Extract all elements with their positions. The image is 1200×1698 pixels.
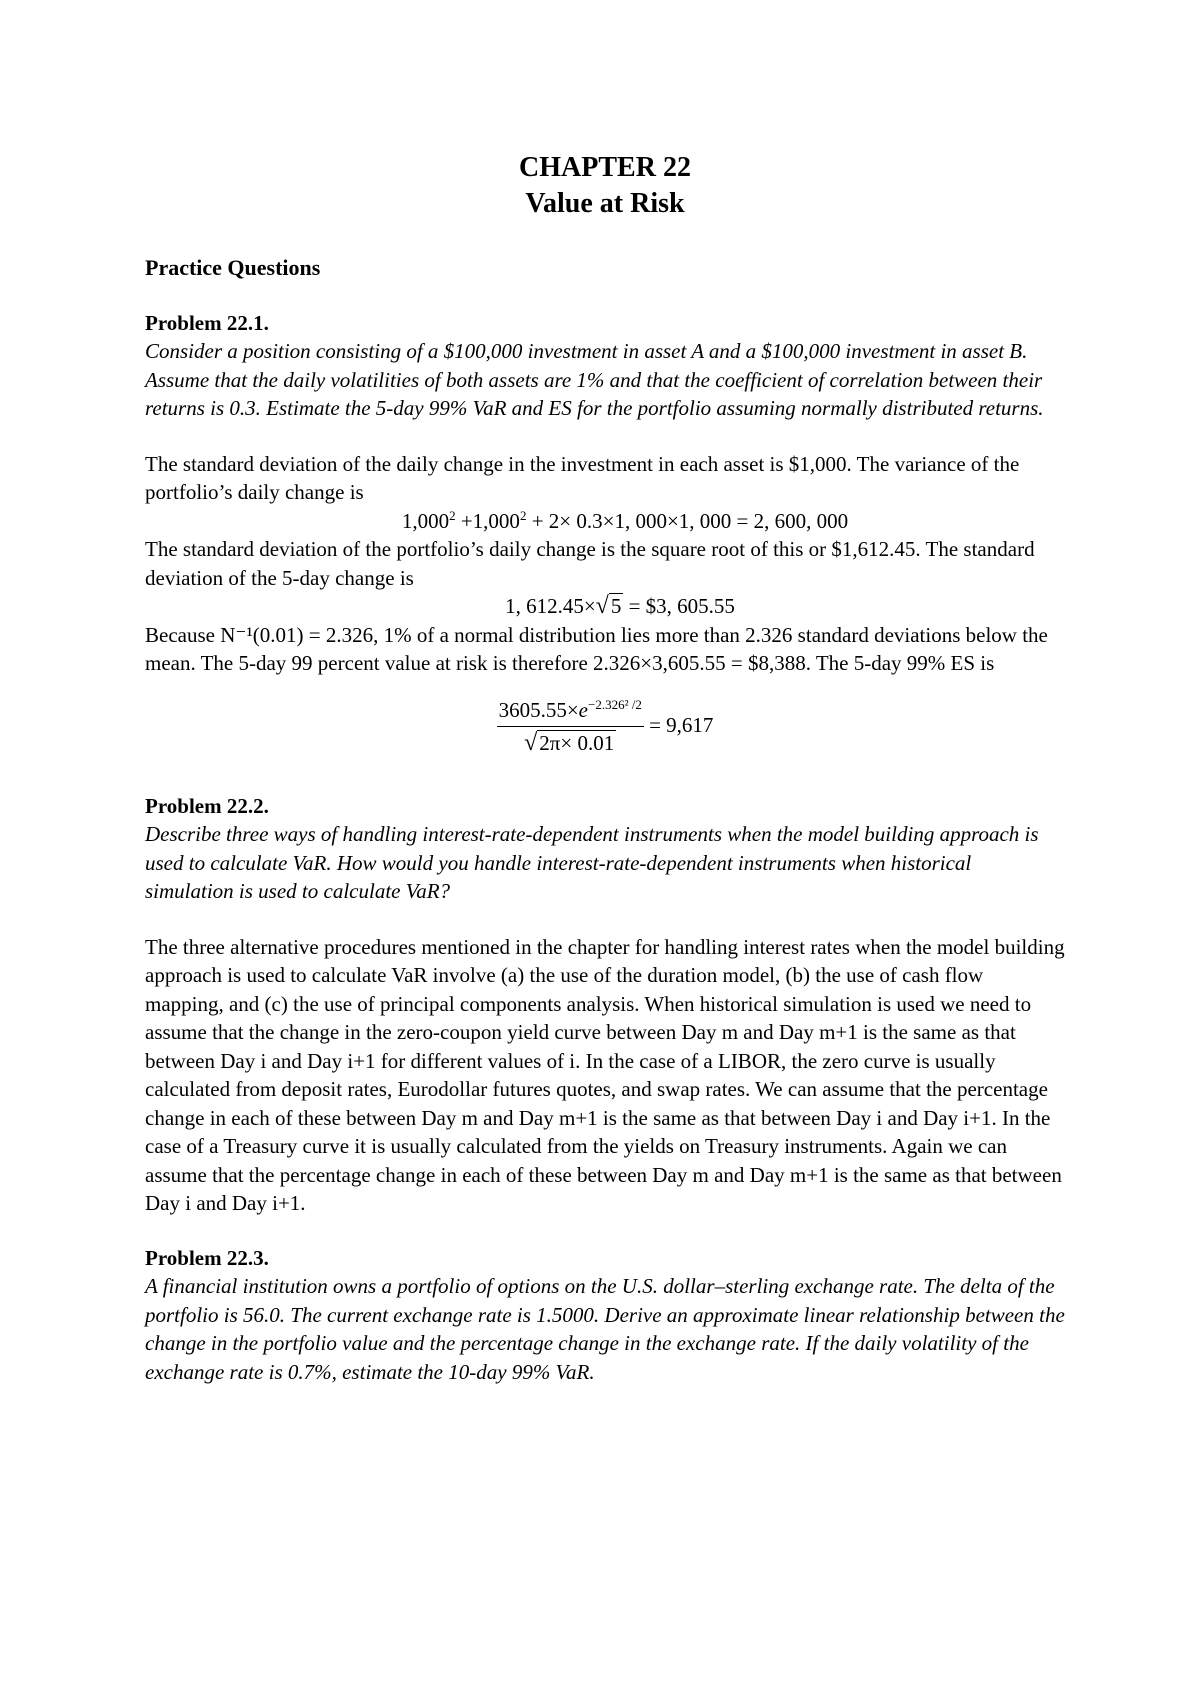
section-title: Practice Questions: [145, 255, 321, 280]
problem-2-heading: Problem 22.2.: [145, 793, 269, 818]
problem-1-heading: Problem 22.1.: [145, 310, 269, 335]
es-den-radicand: 2π× 0.01: [539, 731, 615, 755]
sqrt-symbol: √: [595, 593, 609, 619]
es-exponent: −2.326² /2: [587, 696, 642, 712]
problem-2-answer: The three alternative procedures mentioned in the chapter for handling interest rates when the model building approach is used to calculate VaR involve (a) the use of the duration model, (b) the use of cash flow mapping, and (c) the use of principal components analysis. When historical simulation is used we need to assume that the change in the zero-coupon yield curve between Day m and Day m+1 is the same as that between Day i and Day i+1 for different values of i. In the case of a LIBOR, the zero curve is usually calculated from deposit rates, Eurodollar futures quotes, and swap rates. We can assume that the percentage change in each of these between Day m and Day m+1 is the same as that between Day i and Day i+1. In the case of a Treasury curve it is usually calculated from the yields on Treasury instruments. Again we can assume that the percentage change in each of these between Day m and Day m+1 is the same as that between Day i and Day i+1.: [145, 934, 1065, 1215]
eq1-exp-a: 2: [449, 507, 456, 523]
problem-1-answer-part-1: The standard deviation of the daily change in the investment in each asset is $1,000. The variance of the portfolio’s daily change is: [145, 451, 1020, 504]
equation-portfolio-variance: [185, 507, 1065, 536]
eq2-left: 1, 612.45×: [505, 594, 596, 618]
es-e: e: [578, 697, 588, 722]
problem-1-answer-part-2: The standard deviation of the portfolio’s daily change is the square root of this or $1,612.45. The standard deviation of the 5-day change is: [145, 537, 1035, 590]
equation-five-day-sd: [175, 592, 1065, 621]
problem-1-question: Consider a position consisting of a $100,000 investment in asset A and a $100,000 investment in asset B. Assume that the daily volatilities of both assets are 1% and that the coefficient of correlation between their returns is 0.3. Estimate the 5-day 99% VaR and ES for the portfolio assuming normally distributed returns.: [145, 339, 1044, 420]
problem-3-question: A financial institution owns a portfolio of options on the U.S. dollar–sterling exchange rate. The delta of the portfolio is 56.0. The current exchange rate is 1.5000. Derive an approximate linear relationship between the change in the portfolio value and the percentage change in the exchange rate. If the daily volatility of the exchange rate is 0.7%, estimate the 10-day 99% VaR.: [145, 1274, 1065, 1384]
problem-2-question: Describe three ways of handling interest-rate-dependent instruments when the model building approach is used to calculate VaR. How would you handle interest-rate-dependent instruments when historical simulation is used to calculate VaR?: [145, 822, 1039, 903]
eq1-term-a: 1,000: [401, 508, 450, 533]
es-num-value: 3605.55×: [498, 697, 579, 722]
chapter-title: Value at Risk: [525, 188, 685, 219]
es-denominator: [497, 727, 644, 758]
equation-expected-shortfall: [145, 696, 1065, 770]
chapter-number: CHAPTER 22: [519, 152, 691, 183]
problem-3-heading: Problem 22.3.: [145, 1245, 269, 1270]
es-numerator: [497, 696, 644, 728]
eq1-term-c: + 2× 0.3×1, 000×1, 000 = 2, 600, 000: [526, 508, 849, 533]
es-fraction: [497, 696, 644, 758]
eq1-exp-b: 2: [519, 507, 527, 523]
eq1-term-b: +1,000: [455, 508, 520, 533]
sqrt-symbol: √: [524, 730, 538, 756]
es-result: = 9,617: [649, 712, 714, 737]
problem-1-answer-part-3: Because N⁻¹(0.01) = 2.326, 1% of a normal distribution lies more than 2.326 standard deviations below the mean. The 5-day 99 percent value at risk is therefore 2.326×3,605.55 = $8,388. The 5-day 99% ES is: [145, 622, 1048, 675]
eq2-right: = $3, 605.55: [623, 594, 735, 618]
eq2-radicand: 5: [610, 594, 622, 618]
